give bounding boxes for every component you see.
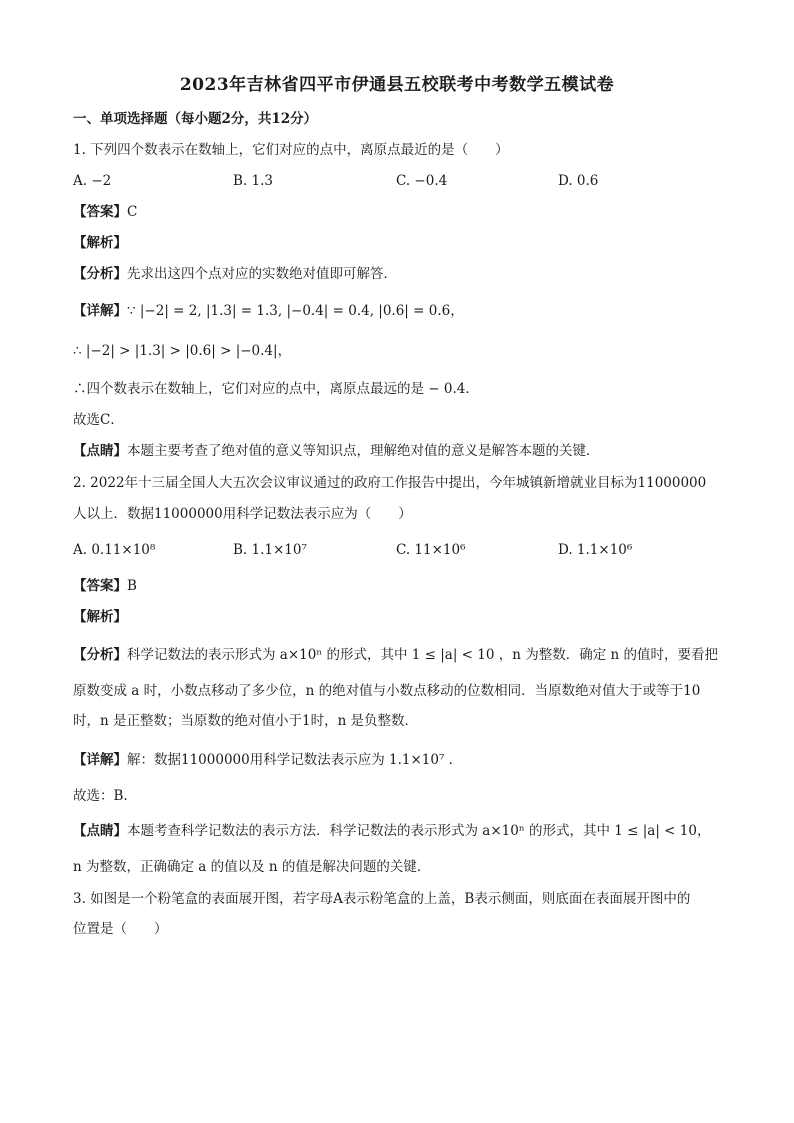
detail-text: 解：数据11000000用科学记数法表示应为 1.1×10⁷ ．	[127, 752, 463, 768]
q1-detail-line-3: ∴四个数表示在数轴上，它们对应的点中，离原点最远的是 − 0.4．	[73, 381, 479, 397]
q2-conclusion: 故选：B.	[73, 788, 128, 804]
q1-conclusion: 故选C．	[73, 412, 124, 428]
q2-analysis-line-1	[73, 645, 718, 665]
q1-option-b: B. 1.3	[233, 173, 273, 189]
q1-analysis	[73, 264, 397, 284]
question-3-stem-line-1: 3. 如图是一个粉笔盒的表面展开图，若字母A表示粉笔盒的上盖，B表示侧面，则底面在表面展开图中的	[73, 891, 691, 907]
q2-comment-line-1	[73, 821, 710, 841]
comment-tag: 【点睛】	[73, 443, 127, 459]
question-3-stem-line-2: 位置是（ ）	[73, 921, 168, 937]
q1-detail-line-2: ∴ |−2| > |1.3| > |0.6| > |−0.4|，	[73, 343, 292, 359]
detail-text: ∵ |−2| = 2, |1.3| = 1.3, |−0.4| = 0.4, |0.6| = 0.6，	[127, 303, 464, 319]
q2-option-b: B. 1.1×10⁷	[233, 542, 307, 558]
q2-detail	[73, 750, 462, 770]
detail-tag: 【详解】	[73, 303, 127, 319]
answer-tag: 【答案】	[73, 578, 127, 594]
q2-option-a: A. 0.11×10⁸	[73, 542, 156, 558]
comment-text: 本题考查科学记数法的表示方法．科学记数法的表示形式为 a×10ⁿ 的形式，其中 1 ≤ |a| < 10，	[127, 823, 711, 839]
q2-option-c: C. 11×10⁶	[396, 542, 466, 558]
question-1-stem: 1. 下列四个数表示在数轴上，它们对应的点中，离原点最近的是（ ）	[73, 142, 509, 158]
q2-analysis-line-3: 时，n 是正整数；当原数的绝对值小于1时，n 是负整数．	[73, 713, 419, 729]
section-heading: 一、单项选择题（每小题2分，共12分）	[73, 111, 318, 127]
q2-answer	[73, 576, 137, 596]
q1-option-d: D. 0.6	[558, 173, 599, 189]
analysis-tag: 【分析】	[73, 647, 127, 663]
analysis-text: 先求出这四个点对应的实数绝对值即可解答．	[127, 266, 397, 282]
question-2-stem-line-2: 人以上．数据11000000用科学记数法表示应为（ ）	[73, 506, 412, 522]
answer-tag: 【答案】	[73, 204, 127, 220]
analysis-text: 科学记数法的表示形式为 a×10ⁿ 的形式，其中 1 ≤ |a| < 10 ，n 为整数．确定 n 的值时，要看把	[127, 647, 719, 663]
q1-option-a: A. −2	[73, 173, 112, 189]
comment-text: 本题主要考查了绝对值的意义等知识点，理解绝对值的意义是解答本题的关键．	[127, 443, 600, 459]
detail-tag: 【详解】	[73, 752, 127, 768]
q1-option-c: C. −0.4	[396, 173, 448, 189]
answer-value: C	[127, 204, 138, 220]
q2-jiexi-tag: 【解析】	[73, 609, 127, 625]
document-title: 2023年吉林省四平市伊通县五校联考中考数学五模试卷	[179, 75, 615, 95]
comment-tag: 【点睛】	[73, 823, 127, 839]
q1-answer	[73, 202, 137, 222]
q2-analysis-line-2: 原数变成 a 时，小数点移动了多少位，n 的绝对值与小数点移动的位数相同．当原数绝对值大于或等于10	[73, 683, 701, 699]
answer-value: B	[127, 578, 137, 594]
question-2-stem-line-1: 2. 2022年十三届全国人大五次会议审议通过的政府工作报告中提出，今年城镇新增就业目标为11000000	[73, 475, 707, 491]
q2-comment-line-2: n 为整数，正确确定 a 的值以及 n 的值是解决问题的关键．	[73, 859, 431, 875]
q1-comment	[73, 441, 600, 461]
q2-option-d: D. 1.1×10⁶	[558, 542, 633, 558]
q1-detail	[73, 301, 464, 321]
analysis-tag: 【分析】	[73, 266, 127, 282]
q1-jiexi-tag: 【解析】	[73, 235, 127, 251]
